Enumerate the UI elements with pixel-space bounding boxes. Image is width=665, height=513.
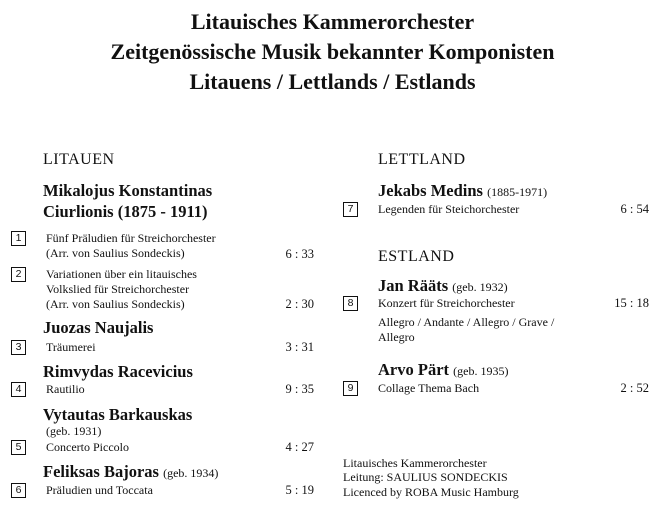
track-2-title-line2: Volkslied für Streichorchester <box>46 282 190 296</box>
composer-ciurlionis-line2: Ciurlionis (1875 - 1911) <box>43 202 208 221</box>
track-number-2: 2 <box>11 267 26 282</box>
composer-bajoras <box>43 462 218 483</box>
title-subtitle: Zeitgenössische Musik bekannter Komponisten <box>110 39 555 64</box>
track-2-title-line1: Variationen über ein litauisches <box>46 267 197 281</box>
track-6-title: Präludien und Toccata <box>46 483 153 497</box>
title-orchestra: Litauisches Kammerorchester <box>190 9 475 34</box>
title-countries: Litauens / Lettlands / Estlands <box>189 69 476 94</box>
track-1-duration: 6 : 33 <box>285 247 314 261</box>
credit-licence: Licenced by ROBA Music Hamburg <box>343 485 519 499</box>
track-6-duration: 5 : 19 <box>285 483 314 497</box>
composer-raats-years: (geb. 1932) <box>452 280 508 294</box>
credit-conductor: Leitung: SAULIUS SONDECKIS <box>343 470 508 484</box>
credit-orchestra: Litauisches Kammerorchester <box>343 456 487 470</box>
track-1-title-line2: (Arr. von Saulius Sondeckis) <box>46 246 185 260</box>
track-number-4: 4 <box>11 382 26 397</box>
track-5-title: Concerto Piccolo <box>46 440 129 454</box>
track-5-duration: 4 : 27 <box>285 440 314 454</box>
composer-bajoras-name: Feliksas Bajoras <box>43 462 159 481</box>
track-number-9: 9 <box>343 381 358 396</box>
composer-part-name: Arvo Pärt <box>378 360 450 379</box>
track-7-title: Legenden für Steichorchester <box>378 202 520 216</box>
composer-part <box>378 360 508 381</box>
section-estland: ESTLAND <box>378 248 455 265</box>
track-4-title: Rautilio <box>46 382 85 396</box>
section-litauen: LITAUEN <box>43 151 115 168</box>
track-3-title: Träumerei <box>46 340 96 354</box>
track-9-duration: 2 : 52 <box>620 381 649 395</box>
track-2-duration: 2 : 30 <box>285 297 314 311</box>
track-number-7: 7 <box>343 202 358 217</box>
section-lettland: LETTLAND <box>378 151 466 168</box>
track-4-duration: 9 : 35 <box>285 382 314 396</box>
track-7-duration: 6 : 54 <box>620 202 649 216</box>
composer-barkauskas: Vytautas Barkauskas <box>43 405 193 424</box>
track-number-3: 3 <box>11 340 26 355</box>
track-number-1: 1 <box>11 231 26 246</box>
track-1-title-line1: Fünf Präludien für Streichorchester <box>46 231 216 245</box>
composer-ciurlionis-line1: Mikalojus Konstantinas <box>43 181 213 200</box>
composer-barkauskas-years: (geb. 1931) <box>46 424 102 438</box>
composer-raats-name: Jan Rääts <box>378 276 449 295</box>
composer-medins-years: (1885-1971) <box>487 185 548 199</box>
composer-racevicius: Rimvydas Racevicius <box>43 362 193 381</box>
composer-naujalis: Juozas Naujalis <box>43 318 154 337</box>
composer-part-years: (geb. 1935) <box>453 364 509 378</box>
track-8-movements-line2: Allegro <box>378 330 415 344</box>
track-8-duration: 15 : 18 <box>614 296 649 310</box>
track-8-title: Konzert für Streichorchester <box>378 296 515 310</box>
track-3-duration: 3 : 31 <box>285 340 314 354</box>
track-9-title: Collage Thema Bach <box>378 381 480 395</box>
track-2-title-line3: (Arr. von Saulius Sondeckis) <box>46 297 185 311</box>
composer-raats <box>378 276 508 297</box>
composer-medins-name: Jekabs Medins <box>378 181 483 200</box>
composer-bajoras-years: (geb. 1934) <box>163 466 219 480</box>
track-number-6: 6 <box>11 483 26 498</box>
track-number-5: 5 <box>11 440 26 455</box>
track-8-movements-line1: Allegro / Andante / Allegro / Grave / <box>378 315 555 329</box>
composer-medins <box>378 181 547 202</box>
track-number-8: 8 <box>343 296 358 311</box>
